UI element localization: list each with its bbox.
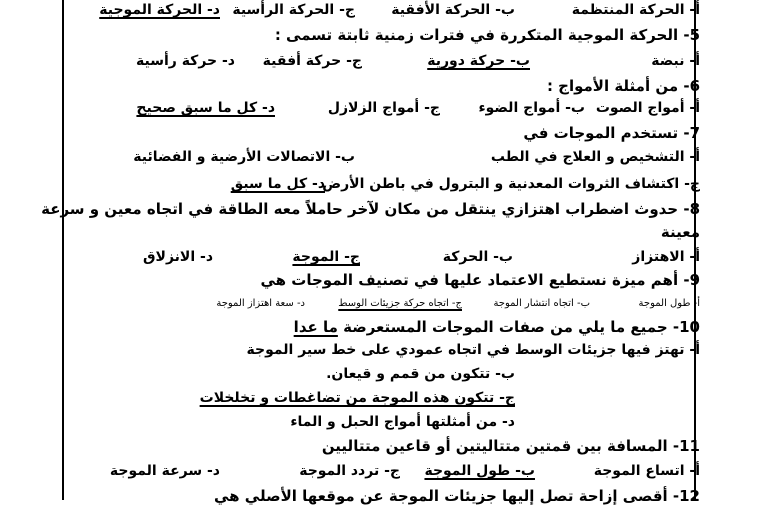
q6-option-d: د- كل ما سبق صحيح <box>136 100 275 116</box>
q11-option-a: أ- اتساع الموجة <box>593 463 700 479</box>
q8-question-line1: 8- حدوث اضطراب اهتزازي ينتقل من مكان لآخر حاملاً معه الطاقة في اتجاه معين و سرعة <box>41 200 700 218</box>
q6-option-c: ج- أمواج الزلازل <box>327 100 440 116</box>
q8-option-a: أ- الاهتزاز <box>632 249 700 265</box>
q10-option-d: د- من أمثلتها أمواج الحبل و الماء <box>290 414 515 430</box>
q8-option-d: د- الانزلاق <box>143 249 213 265</box>
q6-question: 6- من أمثلة الأمواج : <box>546 77 700 95</box>
q10-question <box>294 320 700 335</box>
q7-option-a: أ- التشخيص و العلاج في الطب <box>490 149 700 165</box>
q9-option-c: ج- اتجاه حركة جزيئات الوسط <box>338 298 462 309</box>
q7-question: 7- تستخدم الموجات في <box>523 124 700 142</box>
q5-option-b: ب- حركة دورية <box>427 53 530 69</box>
q11-question: 11- المسافة بين قمتين متتاليتين أو قاعين متتاليين <box>321 437 700 455</box>
page-border-left <box>62 0 64 500</box>
q9-option-b: ب- اتجاه انتشار الموجة <box>493 298 590 309</box>
q8-option-c: ج- الموجة <box>292 249 360 265</box>
q4-option-d: د- الحركة الموجية <box>99 2 220 18</box>
q4-option-a: أ- الحركة المنتظمة <box>571 2 700 18</box>
q10-option-c: ج- تتكون هذه الموجة من تضاغطات و تخلخلات <box>199 390 515 406</box>
q11-option-b: ب- طول الموجة <box>424 463 535 479</box>
q9-option-a: أ- طول الموجة <box>638 298 700 309</box>
q5-option-a: أ- نبضة <box>651 53 700 69</box>
q4-option-b: ب- الحركة الأفقية <box>391 2 515 18</box>
q9-question: 9- أهم ميزة نستطيع الاعتماد عليها في تصنيف الموجات هي <box>260 271 700 289</box>
q12-question: 12- أقصى إزاحة تصل إليها جزيئات الموجة عن موقعها الأصلي هي <box>214 487 700 505</box>
q10-option-b: ب- تتكون من قمم و قيعان. <box>326 366 515 382</box>
q7-option-b: ب- الاتصالات الأرضية و الفضائية <box>133 149 355 165</box>
q11-option-c: ج- تردد الموجة <box>299 463 400 479</box>
q8-question-line2: معينة <box>660 223 700 241</box>
q5-option-c: ج- حركة أفقية <box>262 53 362 69</box>
q10-option-a: أ- تهتز فيها جزيئات الوسط في اتجاه عمودي على خط سير الموجة <box>246 342 700 358</box>
q10-question-emphasis: ما عدا <box>293 318 338 336</box>
q7-option-c: ج- اكتشاف الثروات المعدنية و البترول في باطن الأرض <box>322 176 700 192</box>
q4-option-c: ج- الحركة الرأسية <box>232 2 355 18</box>
q7-option-d: د- كل ما سبق <box>230 176 325 192</box>
q11-option-d: د- سرعة الموجة <box>109 463 220 479</box>
q8-option-b: ب- الحركة <box>442 249 513 265</box>
q5-question: 5- الحركة الموجية المتكررة في فترات زمنية ثابتة تسمى : <box>274 26 700 44</box>
q10-question-text: 10- جميع ما يلي من صفات الموجات المستعرضة <box>343 318 700 336</box>
q6-option-a: أ- أمواج الصوت <box>595 100 700 116</box>
q5-option-d: د- حركة رأسية <box>135 53 235 69</box>
q6-option-b: ب- أمواج الضوء <box>478 100 585 116</box>
q9-option-d: د- سعة اهتزاز الموجة <box>216 298 305 309</box>
